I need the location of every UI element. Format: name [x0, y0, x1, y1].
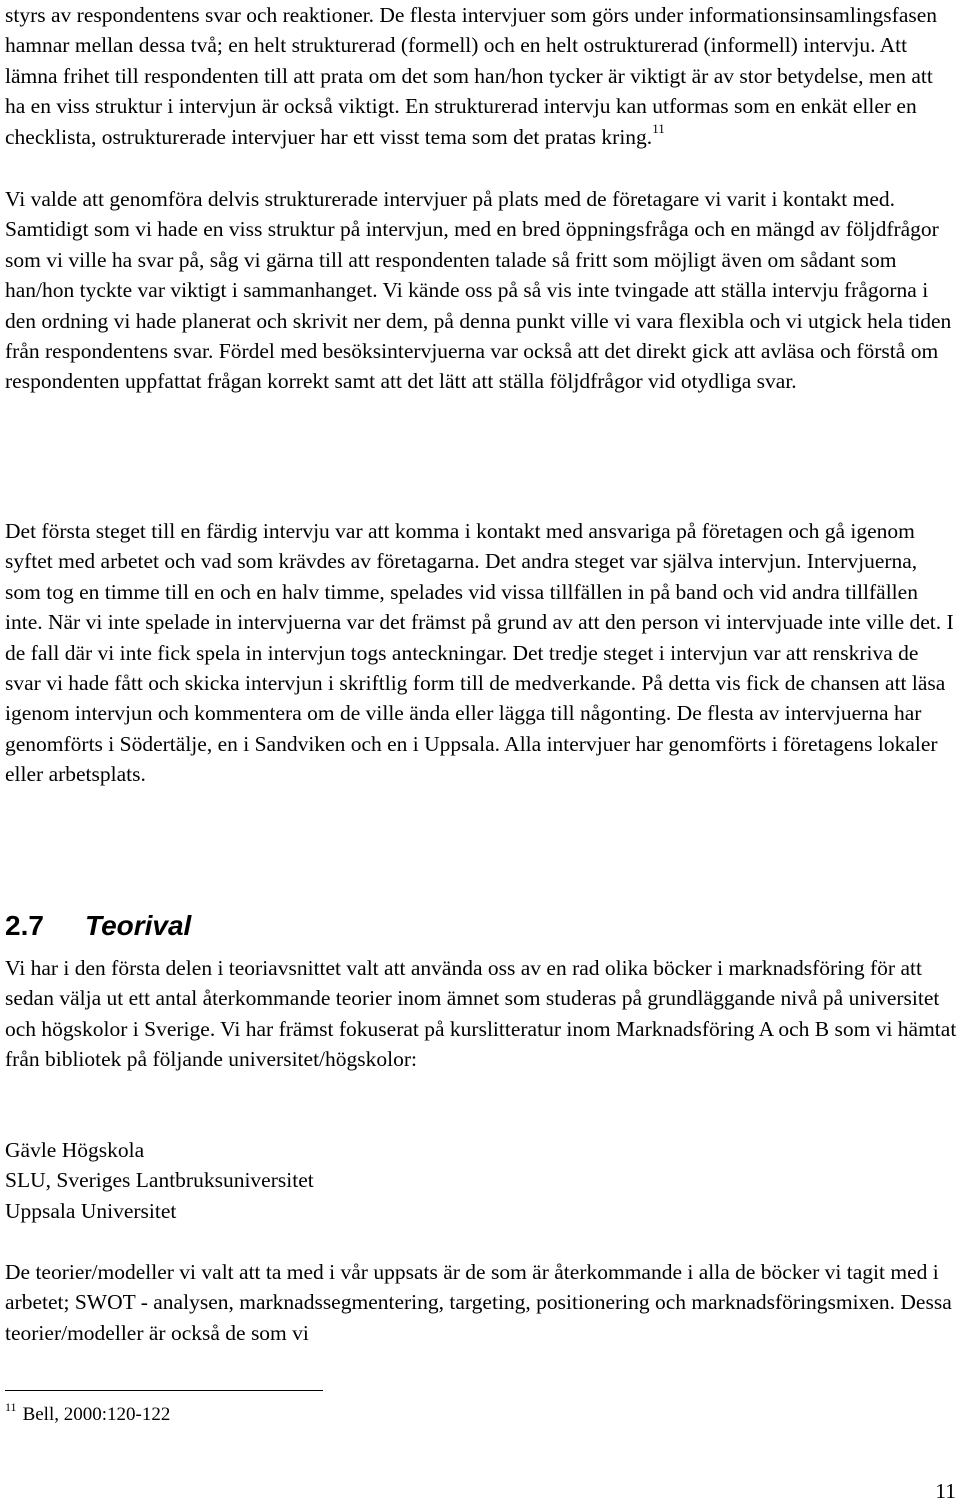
footnote-number: 11 [5, 1400, 17, 1414]
list-item: Gävle Högskola [5, 1138, 145, 1162]
list-item: Uppsala Universitet [5, 1198, 177, 1223]
footnote-divider [5, 1390, 323, 1391]
section-number: 2.7 [5, 910, 44, 941]
paragraph-interview-types [5, 0, 957, 152]
footnote-reference: 11 [652, 120, 665, 136]
paragraph-theory-choice: Vi har i den första delen i teoriavsnittet valt att använda oss av en rad olika böcker i marknadsföring för att sedan välja ut ett antal återkommande teorier inom ämnet som studeras på grundläggande nivå på universitet och högskolor i Sverige. Vi har främst fokuserat på kurslitteratur inom Marknadsföring A och B som vi hämtat från bibliotek på följande universitet/högskolor: [5, 956, 957, 1072]
footnote [5, 1402, 170, 1428]
list-item: SLU, Sveriges Lantbruksuniversitet [5, 1168, 314, 1193]
footnote-text: Bell, 2000:120-122 [22, 1404, 171, 1425]
university-list [5, 1135, 314, 1226]
paragraph-semi-structured-interviews: Vi valde att genomföra delvis strukturerade intervjuer på plats med de företagare vi varit i kontakt med. Samtidigt som vi hade en viss struktur på intervjun, med en bred öppningsfråga och en mängd av följdfrågor som vi ville ha svar på, såg vi gärna till att respondenten talade så fritt som möjligt även om sådant som han/hon tyckte var viktigt i sammanhanget. Vi kände oss på så vis inte tvingade att ställa intervju frågorna i den ordning vi hade planerat och skrivit ner dem, på denna punkt ville vi vara flexibla och vi utgick hela tiden från respondentens svar. Fördel med besöksintervjuerna var också att det direkt gick att avläsa och förstå om respondenten uppfattat frågan korrekt samt att det lätt att ställa följdfrågor vid otydliga svar. [5, 187, 952, 394]
page-number: 11 [935, 1479, 956, 1503]
section-heading [5, 906, 191, 946]
paragraph-selected-models: De teorier/modeller vi valt att ta med i vår uppsats är de som är återkommande i alla de böcker vi tagit med i arbetet; SWOT - analysen, marknadssegmentering, targeting, positionering och marknadsföringsmixen. Dessa teorier/modeller är också de som vi [5, 1260, 952, 1345]
section-title: Teorival [85, 910, 192, 941]
paragraph-interview-steps: Det första steget till en färdig intervju var att komma i kontakt med ansvariga på företagen och gå igenom syftet med arbetet och vad som krävdes av företagarna. Det andra steget var själva intervjun. Intervjuerna, som tog en timme till en och en halv timme, spelades vid vissa tillfällen in på band och vid andra tillfällen inte. När vi inte spelade in intervjuerna var det främst på grund av att den person vi intervjuade inte ville det. I de fall där vi inte fick spela in intervjun togs anteckningar. Det tredje steget i intervjun var att renskriva de svar vi hade fått och skicka intervjun i skriftlig form till de medverkande. På detta vis fick de chansen att läsa igenom intervjun och kommentera om de ville ända eller lägga till någonting. De flesta av intervjuerna har genomförts i Södertälje, en i Sandviken och en i Uppsala. Alla intervjuer har genomförts i företagens lokaler eller arbetsplats. [5, 519, 954, 787]
paragraph-text: styrs av respondentens svar och reaktioner. De flesta intervjuer som görs under informationsinsamlingsfasen hamnar mellan dessa två; en helt strukturerad (formell) och en helt ostrukturerad (informell) intervju. Att lämna frihet till respondenten till att prata om det som han/hon tycker är viktigt är av stor betydelse, men att ha en viss struktur i intervjun är också viktigt. En strukturerad intervju kan utformas som en enkät eller en checklista, ostrukturerade intervjuer har ett visst tema som det pratas kring. [5, 3, 938, 149]
